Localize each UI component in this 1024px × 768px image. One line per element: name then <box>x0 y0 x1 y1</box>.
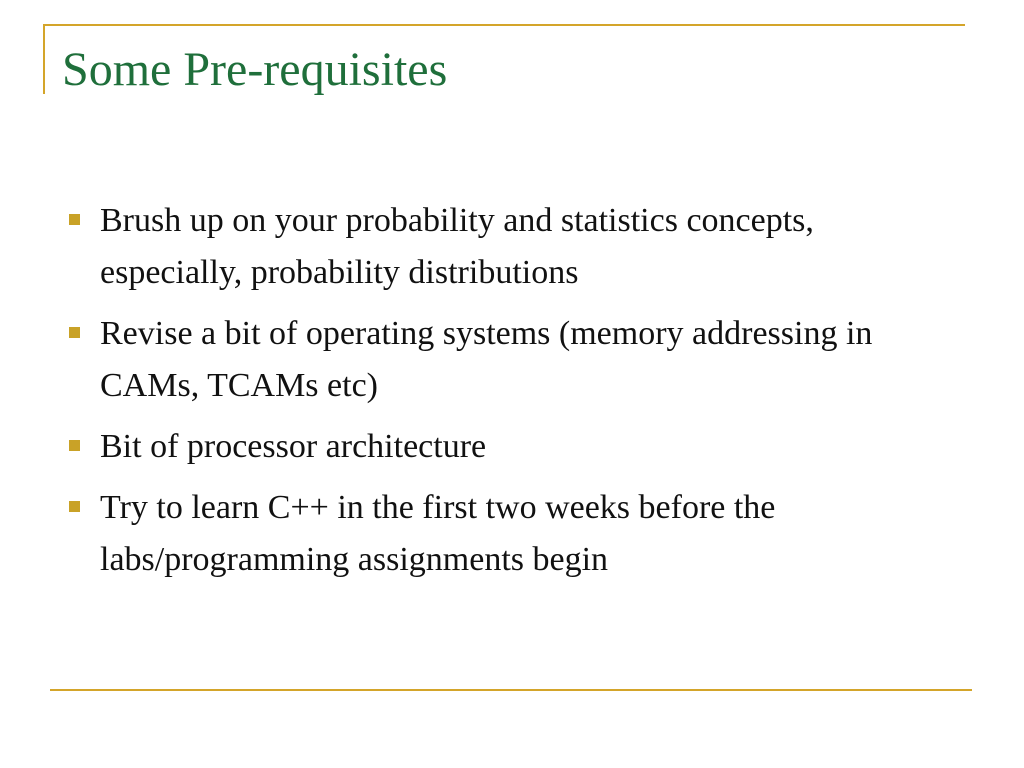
square-bullet-icon <box>69 440 80 451</box>
bullet-text: Revise a bit of operating systems (memory addressing in CAMs, TCAMs etc) <box>100 315 873 404</box>
title-frame-left-line <box>43 24 45 94</box>
square-bullet-icon <box>69 501 80 512</box>
square-bullet-icon <box>69 327 80 338</box>
bullet-text: Try to learn C++ in the first two weeks before the labs/programming assignments begin <box>100 489 776 578</box>
square-bullet-icon <box>69 214 80 225</box>
bullet-item <box>62 308 962 412</box>
slide-title: Some Pre-requisites <box>62 43 448 96</box>
bullet-text: Bit of processor architecture <box>100 428 487 465</box>
bullet-item <box>62 421 962 473</box>
bullet-item <box>62 482 962 586</box>
bullet-text: Brush up on your probability and statistics concepts, especially, probability distributions <box>100 202 814 291</box>
bullet-list <box>62 195 962 595</box>
bullet-item <box>62 195 962 299</box>
footer-divider <box>50 689 972 691</box>
title-frame-top-line <box>43 24 965 26</box>
